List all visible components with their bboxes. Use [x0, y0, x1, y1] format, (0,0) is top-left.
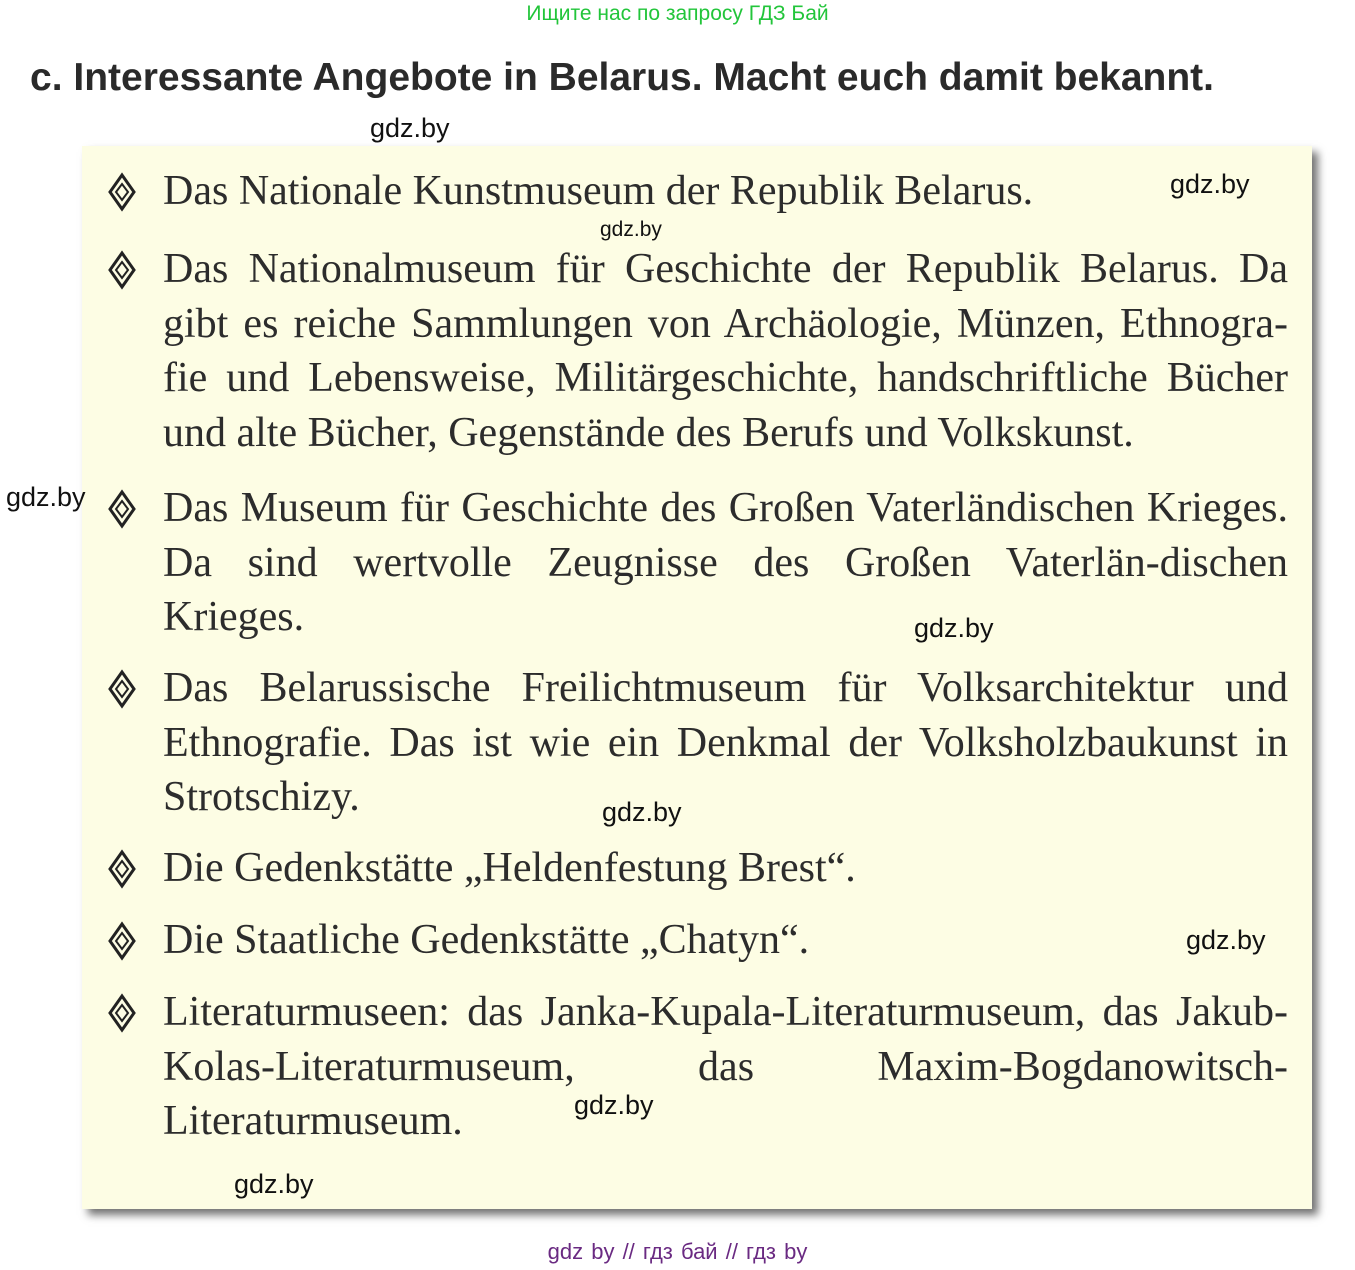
watermark: gdz.by: [600, 218, 662, 241]
list-item-freilichtmuseum: Das Belarussische Freilichtmuseum für Volksarchitektur und Ethnografie. Das ist wie ein Denkmal der Volksholzbaukunst in Strotschizy.: [163, 665, 1288, 820]
diamond-bullet-icon: [108, 921, 136, 961]
list-item-chatyn: Die Staatliche Gedenkstätte „Chatyn“.: [163, 917, 810, 963]
offers-panel: [82, 146, 1312, 1209]
watermark: gdz.by: [602, 797, 682, 827]
watermark: gdz.by: [914, 613, 994, 643]
list-item-literaturmuseen: Literaturmuseen: das Janka-Kupala-Literaturmuseum, das Jakub-Kolas-Literaturmuseum, das Maxim-Bogdanowitsch-Literaturmuseum.: [163, 989, 1288, 1144]
page-heading: c. Interessante Angebote in Belarus. Macht euch damit bekannt.: [30, 56, 1214, 99]
diamond-bullet-icon: [108, 172, 136, 212]
diamond-bullet-icon: [108, 849, 136, 889]
diamond-bullet-icon: [108, 250, 136, 290]
footer-links: gdz by // гдз бай // гдз by: [547, 1239, 808, 1264]
watermark: gdz.by: [1170, 169, 1250, 199]
watermark: gdz.by: [370, 113, 450, 143]
list-item-nationalmuseum: Das Nationalmuseum für Geschichte der Republik Belarus. Da gibt es reiche Sammlungen von Archäologie, Münzen, Ethnogra-fie und Lebensweise, Militärgeschichte, handschriftliche Bücher und alte Bücher, Gegenstände des Berufs und Volkskunst.: [163, 246, 1288, 456]
diamond-bullet-icon: [108, 489, 136, 529]
top-banner: Ищите нас по запросу ГДЗ Бай: [526, 2, 829, 25]
diamond-bullet-icon: [108, 993, 136, 1033]
watermark: gdz.by: [234, 1169, 314, 1199]
list-item-brest: Die Gedenkstätte „Heldenfestung Brest“.: [163, 845, 856, 891]
watermark: gdz.by: [6, 482, 86, 512]
diamond-bullet-icon: [108, 669, 136, 709]
watermark: gdz.by: [1186, 925, 1266, 955]
list-item-kunstmuseum: Das Nationale Kunstmuseum der Republik Belarus.: [163, 168, 1034, 214]
list-item-kriegsmuseum: Das Museum für Geschichte des Großen Vaterländischen Krieges. Da sind wertvolle Zeugnisse des Großen Vaterlän-dischen Krieges.: [163, 485, 1288, 640]
watermark: gdz.by: [574, 1090, 654, 1120]
